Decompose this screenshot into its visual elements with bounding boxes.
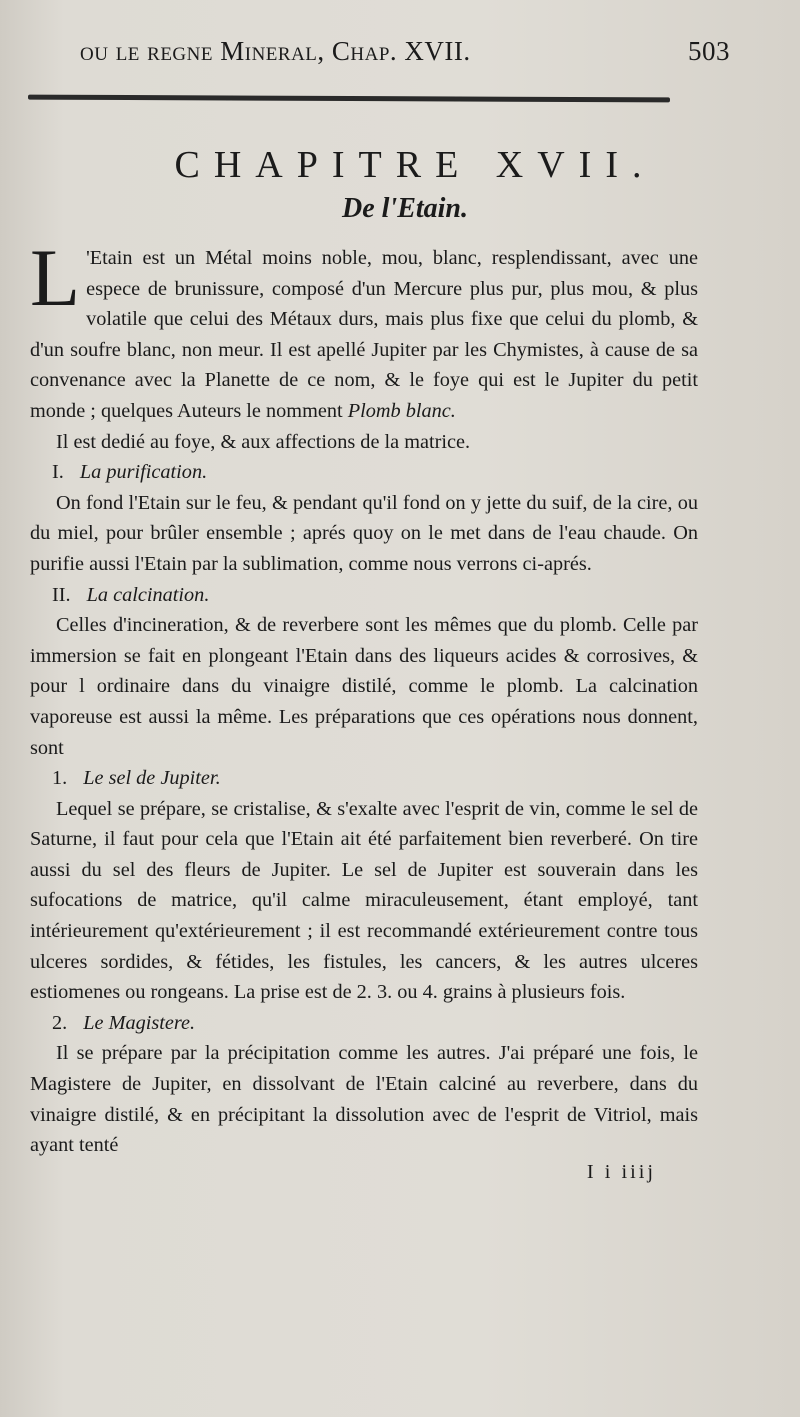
section-heading-purification xyxy=(30,457,698,488)
body-text xyxy=(30,232,698,1161)
running-head xyxy=(80,28,730,78)
section-heading-text: Le sel de Jupiter. xyxy=(83,767,221,790)
chapter-subtitle: De l'Etain. xyxy=(341,193,468,224)
paragraph-sel: Lequel se prépare, se cristalise, & s'exalte avec l'esprit de vin, comme le sel de Saturne, il faut pour cela que l'Etain ait été parfaitement bien reverberé. On tire aussi du sel des fleurs de Jupiter. Le sel de Jupiter est souverain dans les sufocations de matrice, qu'il calme miraculeusement, étant employé, tant intérieurement qu'extérieurement ; il est recommandé extérieurement contre tous ulceres sordides, & fétides, les fistules, les cancers, & les autres ulceres estiomenes ou rongeans. La prise est de 2. 3. ou 4. grains à plusieurs fois. xyxy=(30,797,698,1004)
signature-mark: I i iiij xyxy=(586,1160,656,1183)
running-title: ou le regne Mineral, Chap. XVII. xyxy=(80,36,471,66)
paragraph-purification: On fond l'Etain sur le feu, & pendant qu'il fond on y jette du suif, de la cire, ou du miel, pour brûler ensemble ; aprés quoy on le met dans de l'eau chaude. On purifie aussi l'Etain par la sublimation, comme nous verrons ci-aprés. xyxy=(30,491,698,575)
section-heading-text: La purification. xyxy=(79,461,208,484)
section-heading-calcination xyxy=(30,580,698,611)
paragraph-dedication: Il est dedié au foye, & aux affections de la matrice. xyxy=(56,430,471,453)
section-number: I. xyxy=(52,461,64,484)
section-number: II. xyxy=(52,583,71,606)
paragraph-intro xyxy=(30,232,698,427)
section-heading-text: Le Magistere. xyxy=(83,1011,196,1034)
page-number: 503 xyxy=(688,36,730,66)
section-heading-text: La calcination. xyxy=(86,583,210,606)
drop-cap: L xyxy=(30,232,81,323)
signature-line xyxy=(30,1161,698,1191)
header-rule xyxy=(28,95,670,103)
paragraph-intro-text: 'Etain est un Métal moins noble, mou, blanc, resplendissant, avec une espece de brunissure, composé d'un Mercure plus pur, plus mou, & plus volatile que celui des Métaux durs, mais plus fixe que celui du plomb, & d'un soufre blanc, non meur. Il est apellé Jupiter par les Chymistes, à cause de sa convenance avec la Planette de ce nom, & le foye qui est le Jupiter du petit monde ; quelques Auteurs le nomment xyxy=(30,247,698,422)
section-number: 2. xyxy=(52,1011,68,1034)
paragraph-calcination: Celles d'incineration, & de reverbere sont les mêmes que du plomb. Celle par immersion se fait en plongeant l'Etain dans des liqueurs acides & corrosives, & pour l ordinaire dans du vinaigre distilé, comme le plomb. La calcination vaporeuse est aussi la même. Les préparations que ces opérations nous donnent, sont xyxy=(30,614,698,759)
paragraph-intro-italic: Plomb blanc. xyxy=(347,399,456,422)
section-heading-magistere xyxy=(30,1008,698,1039)
section-heading-sel xyxy=(30,763,698,794)
paragraph-magistere: Il se prépare par la précipitation comme les autres. J'ai préparé une fois, le Magistere de Jupiter, en dissolvant de l'Etain calciné au reverbere, dans du vinaigre distilé, & en précipitant la dissolution avec de l'esprit de Vitriol, mais ayant tenté xyxy=(30,1042,698,1157)
chapter-title: CHAPITRE XVII. xyxy=(174,144,656,186)
section-number: 1. xyxy=(52,767,68,790)
